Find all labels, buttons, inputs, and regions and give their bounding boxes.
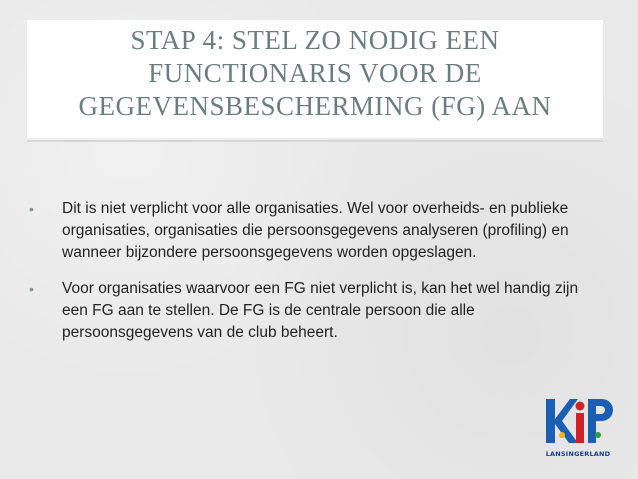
- title-box: [27, 20, 603, 138]
- kip-logo: [542, 391, 614, 461]
- bullet-item: [26, 278, 596, 344]
- slide-title: STAP 4: STEL ZO NODIG EEN FUNCTIONARIS VOOR DE GEGEVENSBESCHERMING (FG) AAN: [78, 25, 552, 121]
- bullet-icon: •: [29, 281, 34, 297]
- bullet-icon: •: [29, 201, 34, 217]
- bullet-list: [26, 198, 596, 358]
- kip-logo-graphic: [542, 391, 614, 451]
- bullet-text: Voor organisaties waarvoor een FG niet verplicht is, kan het wel handig zijn een FG aan te stellen. De FG is de centrale persoon die alle persoonsgegevens van de club beheert.: [62, 280, 579, 341]
- title-divider: [27, 140, 603, 142]
- bullet-text: Dit is niet verplicht voor alle organisaties. Wel voor overheids- en publieke organisaties, organisaties die persoonsgegevens analyseren (profiling) en wanneer bijzondere persoonsgegevens worden opgeslagen.: [62, 200, 569, 261]
- logo-subtitle: LANSINGERLAND: [545, 450, 611, 458]
- bullet-item: [26, 198, 596, 264]
